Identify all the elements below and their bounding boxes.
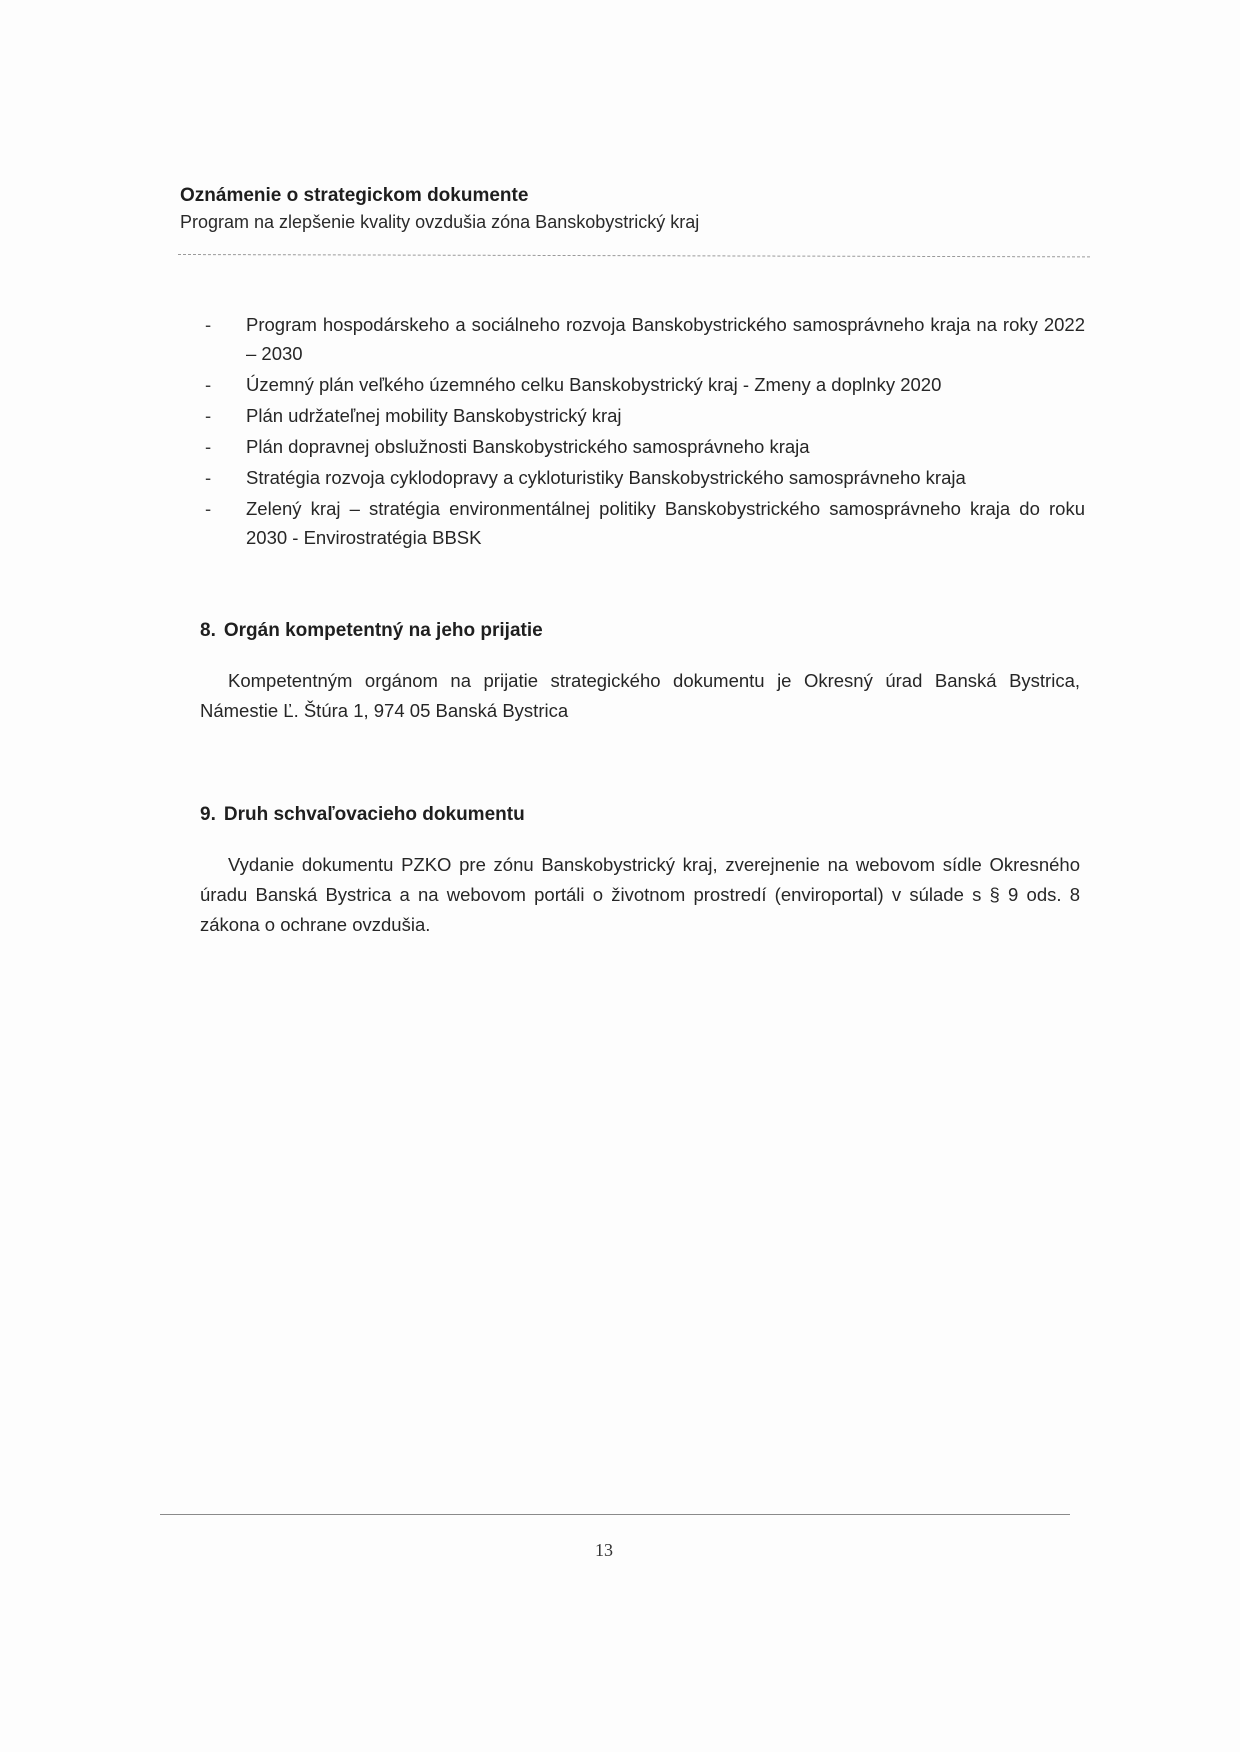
list-item (205, 432, 1085, 461)
section-9-body: Vydanie dokumentu PZKO pre zónu Banskobystrický kraj, zverejnenie na webovom sídle Okresného úradu Banská Bystrica a na webovom portáli o životnom prostredí (enviroportal) v súlade s § 9 ods. 8 zákona o ochrane ovzdušia. (200, 854, 1080, 935)
dash-bullet-icon: - (205, 436, 212, 457)
header-title: Oznámenie o strategickom dokumente (180, 185, 529, 206)
section-8-body: Kompetentným orgánom na prijatie strategického dokumentu je Okresný úrad Banská Bystrica, Námestie Ľ. Štúra 1, 974 05 Banská Bystrica (200, 670, 1080, 721)
dash-bullet-icon: - (205, 498, 212, 519)
list-item-text: Plán udržateľnej mobility Banskobystrický kraj (246, 405, 622, 426)
dash-bullet-icon: - (205, 405, 212, 426)
section-8-heading (200, 620, 543, 642)
header-divider (178, 254, 1090, 257)
list-item (205, 370, 1085, 399)
dash-bullet-icon: - (205, 374, 212, 395)
list-item-text: Program hospodárskeho a sociálneho rozvoja Banskobystrického samosprávneho kraja na roky 2022 – 2030 (246, 314, 1085, 364)
section-9-heading (200, 804, 525, 826)
footer-divider (160, 1514, 1070, 1515)
section-number: 9. (200, 804, 216, 825)
list-item (205, 494, 1085, 552)
list-item-text: Stratégia rozvoja cyklodopravy a cykloturistiky Banskobystrického samosprávneho kraja (246, 467, 966, 488)
list-item-text: Plán dopravnej obslužnosti Banskobystrického samosprávneho kraja (246, 436, 810, 457)
list-item (205, 310, 1085, 368)
page-header (180, 183, 1080, 235)
section-number: 8. (200, 620, 216, 641)
list-item-text: Zelený kraj – stratégia environmentálnej politiky Banskobystrického samosprávneho kraja do roku 2030 - Envirostratégia BBSK (246, 498, 1085, 548)
section-title: Druh schvaľovacieho dokumentu (223, 804, 525, 825)
list-item-text: Územný plán veľkého územného celku Banskobystrický kraj - Zmeny a doplnky 2020 (246, 374, 942, 395)
list-item (205, 401, 1085, 430)
dash-bullet-icon: - (205, 314, 212, 335)
header-subtitle: Program na zlepšenie kvality ovzdušia zóna Banskobystrický kraj (180, 212, 700, 232)
section-title: Orgán kompetentný na jeho prijatie (223, 620, 543, 641)
dash-bullet-icon: - (205, 467, 212, 488)
list-item (205, 463, 1085, 492)
related-documents-list (205, 310, 1085, 554)
page-number: 13 (595, 1540, 613, 1560)
